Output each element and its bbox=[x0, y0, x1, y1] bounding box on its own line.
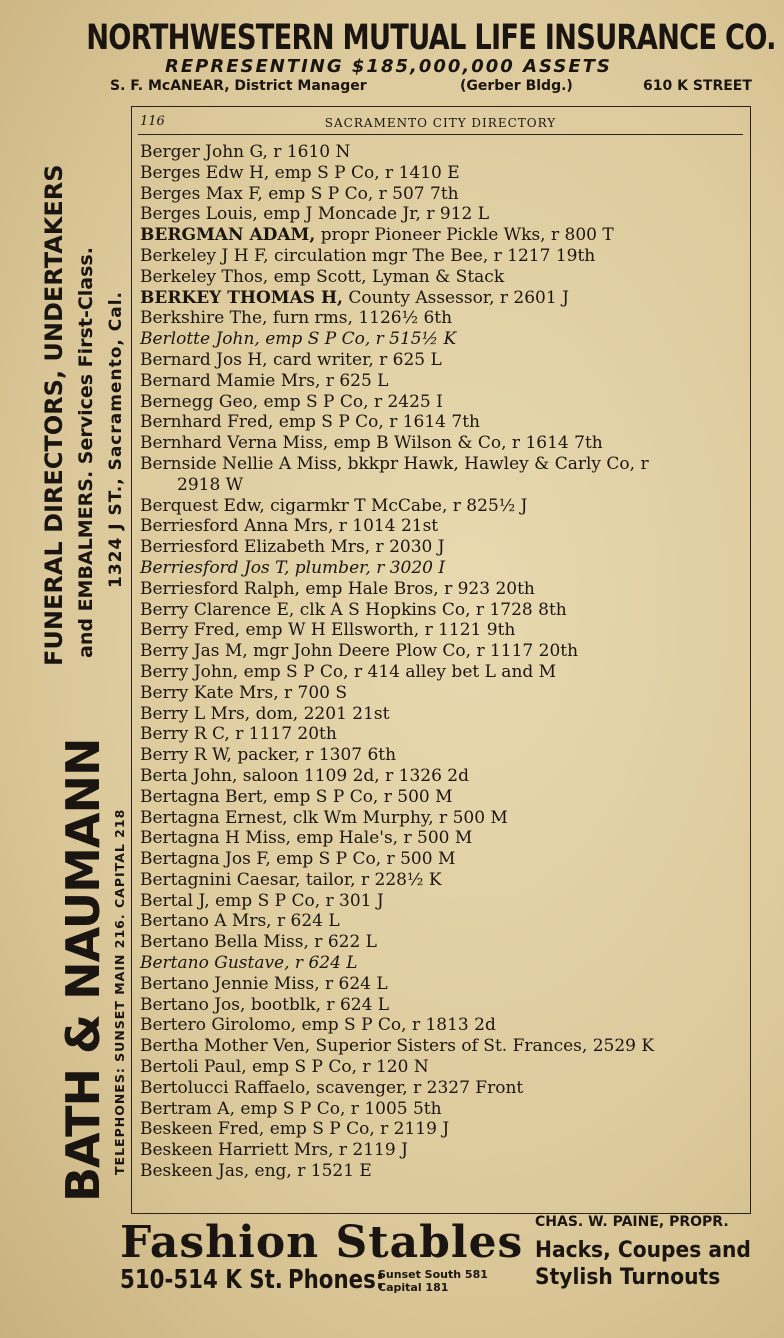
entry-text: Berriesford Anna Mrs, r 1014 21st bbox=[140, 516, 439, 537]
entry-name-bold: BERGMAN ADAM, bbox=[140, 225, 316, 246]
entry-text: Berriesford Ralph, emp Hale Bros, r 923 20th bbox=[140, 578, 535, 599]
directory-entry bbox=[140, 454, 746, 475]
directory-entry bbox=[140, 828, 746, 849]
directory-entry bbox=[140, 246, 746, 267]
entry-text: Berry Clarence E, clk A S Hopkins Co, r 1728 8th bbox=[140, 599, 567, 620]
directory-entry bbox=[140, 163, 746, 184]
entry-text: Berry R C, r 1117 20th bbox=[140, 724, 337, 745]
stables-ad-line2: Stylish Turnouts bbox=[535, 1265, 721, 1290]
directory-entry bbox=[140, 329, 746, 350]
entry-text: Bertagna H Miss, emp Hale's, r 500 M bbox=[140, 828, 473, 849]
page-number: 116 bbox=[140, 114, 165, 129]
directory-entry bbox=[140, 558, 746, 579]
entry-text: Beskeen Harriett Mrs, r 2119 J bbox=[140, 1140, 408, 1161]
stables-ad-phones-label: Phones: bbox=[288, 1265, 385, 1295]
directory-entry bbox=[140, 704, 746, 725]
directory-entry bbox=[140, 392, 746, 413]
directory-entry bbox=[140, 142, 746, 163]
directory-entry bbox=[140, 1057, 746, 1078]
undertaker-ad-line2: and EMBALMERS. Services First-Class. bbox=[75, 247, 97, 658]
stables-ad-line1: Hacks, Coupes and bbox=[535, 1238, 751, 1263]
directory-entry bbox=[140, 1036, 746, 1057]
directory-entry bbox=[140, 911, 746, 932]
entry-text: Bertagnini Caesar, tailor, r 228½ K bbox=[140, 869, 442, 890]
entry-text: Bertano Jos, bootblk, r 624 L bbox=[140, 994, 390, 1015]
entry-text: Bertagna Bert, emp S P Co, r 500 M bbox=[140, 786, 453, 807]
entry-text: Berges Max F, emp S P Co, r 507 7th bbox=[140, 183, 459, 204]
entry-text: Bernard Mamie Mrs, r 625 L bbox=[140, 370, 389, 391]
running-head bbox=[138, 114, 743, 135]
entry-text: Berriesford Elizabeth Mrs, r 2030 J bbox=[140, 537, 445, 558]
directory-entry bbox=[140, 204, 746, 225]
entry-text: Bernhard Verna Miss, emp B Wilson & Co, r 1614 7th bbox=[140, 433, 603, 454]
directory-listing bbox=[140, 142, 746, 1182]
entry-text: Bertolucci Raffaelo, scavenger, r 2327 Front bbox=[140, 1077, 524, 1098]
stables-ad-phone-2: Capital 181 bbox=[378, 1281, 449, 1294]
entry-text: Bertano Gustave, r 624 L bbox=[140, 953, 358, 974]
entry-text: Berry John, emp S P Co, r 414 alley bet L and M bbox=[140, 661, 557, 682]
entry-text: Beskeen Fred, emp S P Co, r 2119 J bbox=[140, 1119, 450, 1140]
directory-entry bbox=[140, 496, 746, 517]
entry-text: Bertano Bella Miss, r 622 L bbox=[140, 932, 377, 953]
entry-text: Berry L Mrs, dom, 2201 21st bbox=[140, 703, 390, 724]
entry-text: Bertero Girolomo, emp S P Co, r 1813 2d bbox=[140, 1015, 496, 1036]
entry-text: County Assessor, r 2601 J bbox=[342, 287, 569, 308]
directory-entry bbox=[140, 766, 746, 787]
directory-entry bbox=[140, 433, 746, 454]
directory-entry bbox=[140, 475, 746, 496]
directory-entry bbox=[140, 1161, 746, 1182]
entry-text: Berges Louis, emp J Moncade Jr, r 912 L bbox=[140, 204, 490, 225]
running-head-title: SACRAMENTO CITY DIRECTORY bbox=[324, 116, 557, 130]
undertaker-ad-phones: TELEPHONES: SUNSET MAIN 216. CAPITAL 218 bbox=[112, 808, 127, 1175]
entry-text: Berta John, saloon 1109 2d, r 1326 2d bbox=[140, 765, 469, 786]
directory-entry bbox=[140, 1078, 746, 1099]
directory-entry bbox=[140, 724, 746, 745]
insurance-ad-building: (Gerber Bldg.) bbox=[460, 78, 573, 94]
insurance-ad-street: 610 K STREET bbox=[643, 78, 752, 94]
insurance-ad-subtitle: REPRESENTING $185,000,000 ASSETS bbox=[165, 56, 612, 77]
entry-text: Berkeley Thos, emp Scott, Lyman & Stack bbox=[140, 266, 505, 287]
directory-entry bbox=[140, 225, 746, 246]
directory-entry bbox=[140, 849, 746, 870]
entry-name-bold: BERKEY THOMAS H, bbox=[140, 287, 343, 308]
directory-entry bbox=[140, 600, 746, 621]
directory-entry bbox=[140, 267, 746, 288]
entry-text: propr Pioneer Pickle Wks, r 800 T bbox=[315, 225, 614, 246]
stables-ad-phone-1: Sunset South 581 bbox=[378, 1268, 488, 1281]
entry-text: Berry R W, packer, r 1307 6th bbox=[140, 745, 397, 766]
directory-entry bbox=[140, 516, 746, 537]
undertaker-ad-line1: FUNERAL DIRECTORS, UNDERTAKERS bbox=[40, 164, 68, 666]
entry-text: Berriesford Jos T, plumber, r 3020 I bbox=[140, 557, 446, 578]
entry-text: Beskeen Jas, eng, r 1521 E bbox=[140, 1161, 372, 1182]
directory-entry bbox=[140, 745, 746, 766]
entry-text: Berquest Edw, cigarmkr T McCabe, r 825½ J bbox=[140, 495, 528, 516]
entry-text: Berry Jas M, mgr John Deere Plow Co, r 1117 20th bbox=[140, 641, 579, 662]
entry-text: Berlotte John, emp S P Co, r 515½ K bbox=[140, 329, 457, 350]
entry-text: Berkeley J H F, circulation mgr The Bee, r 1217 19th bbox=[140, 245, 596, 266]
directory-entry bbox=[140, 579, 746, 600]
directory-entry bbox=[140, 787, 746, 808]
entry-text: Bernegg Geo, emp S P Co, r 2425 I bbox=[140, 391, 443, 412]
directory-entry bbox=[140, 184, 746, 205]
directory-entry bbox=[140, 683, 746, 704]
entry-text: Berkshire The, furn rms, 1126½ 6th bbox=[140, 308, 453, 329]
directory-entry bbox=[140, 412, 746, 433]
directory-entry bbox=[140, 995, 746, 1016]
directory-entry bbox=[140, 308, 746, 329]
entry-text: Bertagna Jos F, emp S P Co, r 500 M bbox=[140, 849, 456, 870]
stables-ad-address: 510-514 K St. bbox=[120, 1265, 283, 1295]
directory-entry bbox=[140, 1015, 746, 1036]
directory-entry bbox=[140, 953, 746, 974]
entry-text: Bertano Jennie Miss, r 624 L bbox=[140, 973, 388, 994]
entry-text: Bertram A, emp S P Co, r 1005 5th bbox=[140, 1098, 442, 1119]
undertaker-ad-name: BATH & NAUMANN bbox=[56, 738, 110, 1202]
entry-text: Berges Edw H, emp S P Co, r 1410 E bbox=[140, 162, 460, 183]
directory-entry bbox=[140, 891, 746, 912]
entry-text: Bertoli Paul, emp S P Co, r 120 N bbox=[140, 1057, 429, 1078]
directory-entry bbox=[140, 1140, 746, 1161]
directory-entry bbox=[140, 288, 746, 309]
directory-entry bbox=[140, 1099, 746, 1120]
entry-text: Bertagna Ernest, clk Wm Murphy, r 500 M bbox=[140, 807, 508, 828]
directory-entry bbox=[140, 662, 746, 683]
directory-entry bbox=[140, 974, 746, 995]
directory-entry bbox=[140, 808, 746, 829]
entry-text: 2918 W bbox=[177, 474, 244, 495]
entry-text: Berry Fred, emp W H Ellsworth, r 1121 9th bbox=[140, 620, 516, 641]
directory-entry bbox=[140, 870, 746, 891]
directory-entry bbox=[140, 932, 746, 953]
entry-text: Berger John G, r 1610 N bbox=[140, 142, 351, 162]
entry-text: Berry Kate Mrs, r 700 S bbox=[140, 682, 348, 703]
entry-text: Bernhard Fred, emp S P Co, r 1614 7th bbox=[140, 412, 480, 433]
insurance-ad-manager: S. F. McANEAR, District Manager bbox=[110, 78, 367, 94]
directory-entry bbox=[140, 350, 746, 371]
directory-entry bbox=[140, 620, 746, 641]
entry-text: Bertha Mother Ven, Superior Sisters of St. Frances, 2529 K bbox=[140, 1036, 655, 1057]
directory-entry bbox=[140, 537, 746, 558]
insurance-ad-title: NORTHWESTERN MUTUAL LIFE INSURANCE CO. bbox=[86, 18, 776, 58]
entry-text: Bertal J, emp S P Co, r 301 J bbox=[140, 890, 384, 911]
entry-text: Bernard Jos H, card writer, r 625 L bbox=[140, 349, 442, 370]
stables-ad-proprietor: CHAS. W. PAINE, PROPR. bbox=[535, 1214, 729, 1230]
undertaker-ad-address: 1324 J ST., Sacramento, Cal. bbox=[106, 291, 126, 588]
directory-entry bbox=[140, 1119, 746, 1140]
entry-text: Bernside Nellie A Miss, bkkpr Hawk, Hawley & Carly Co, r bbox=[140, 453, 649, 474]
directory-entry bbox=[140, 641, 746, 662]
stables-ad-name: Fashion Stables bbox=[120, 1217, 524, 1268]
directory-entry bbox=[140, 371, 746, 392]
entry-text: Bertano A Mrs, r 624 L bbox=[140, 911, 340, 932]
